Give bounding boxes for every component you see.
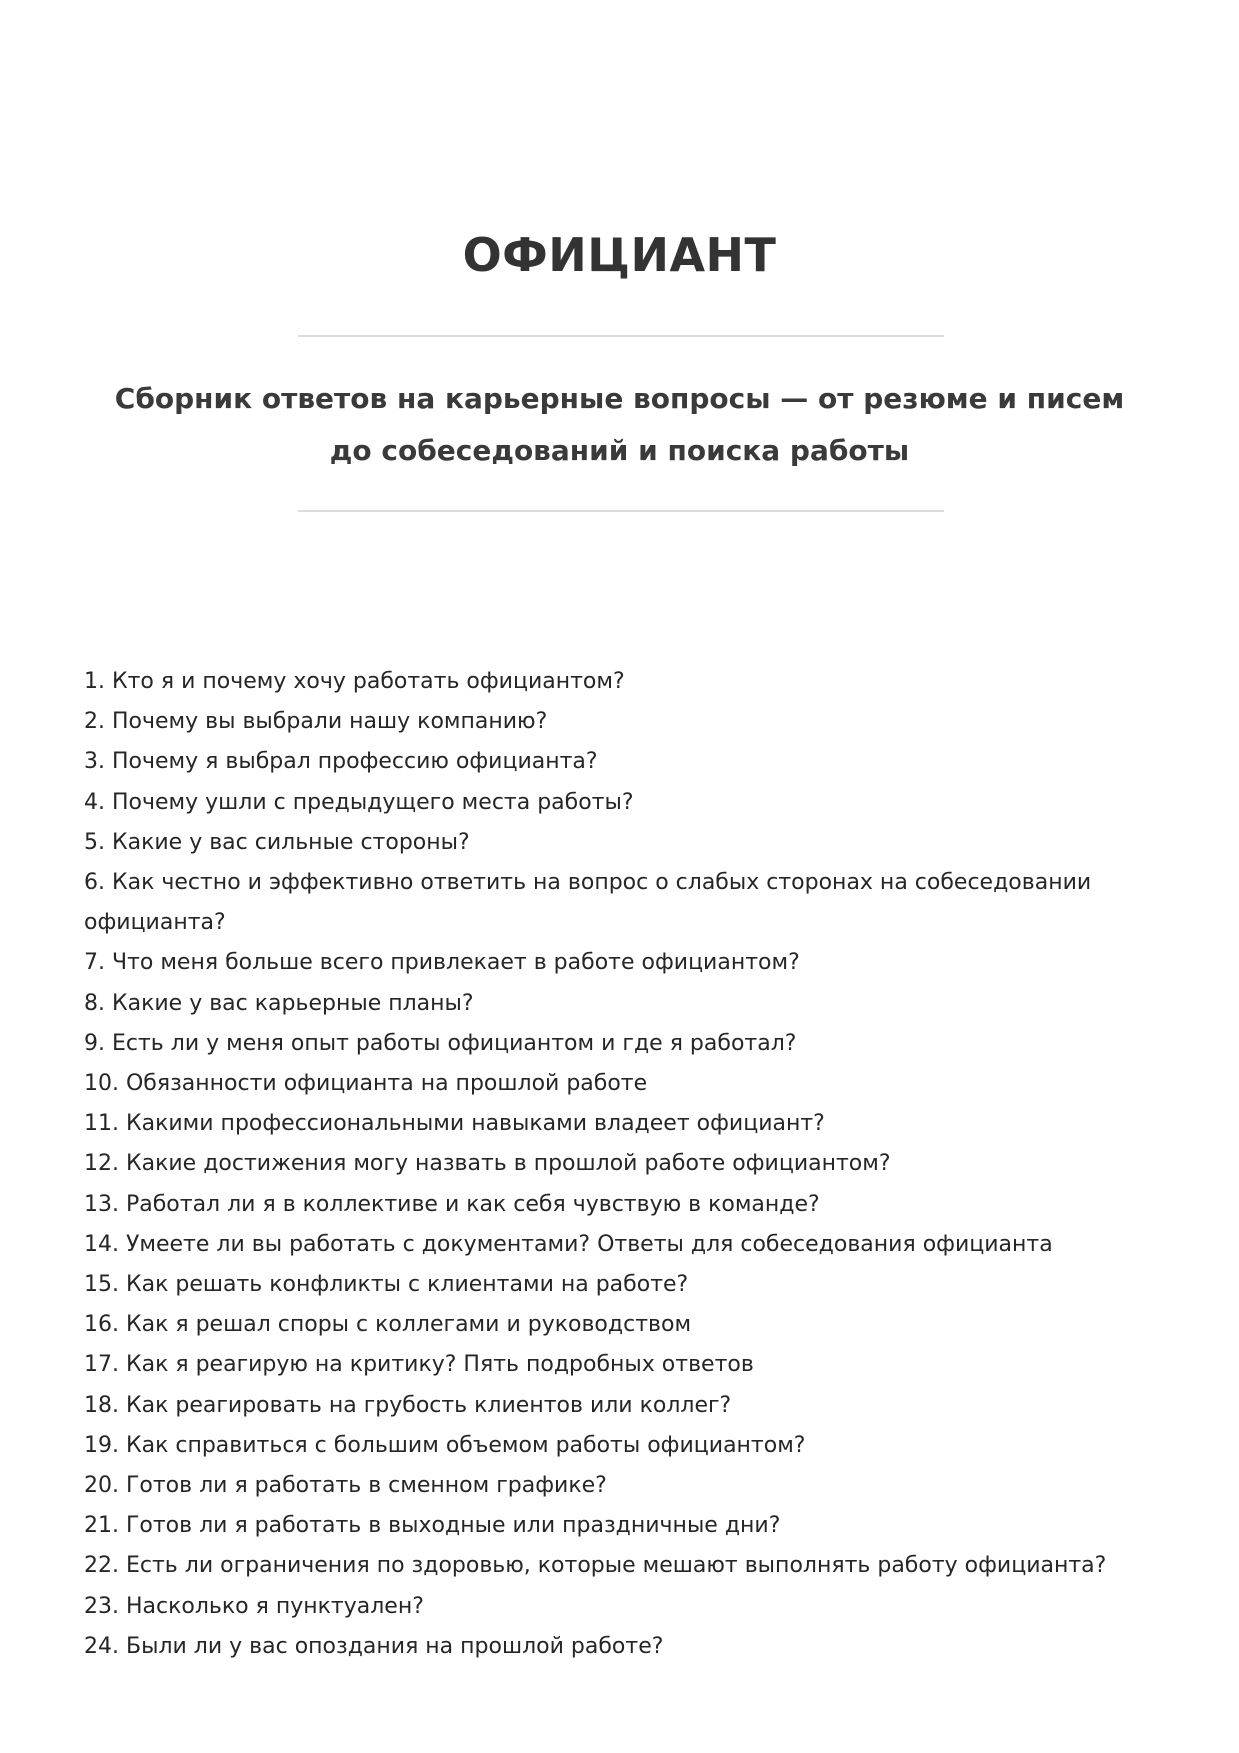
toc-item[interactable]: 7. Что меня больше всего привлекает в работе официантом? bbox=[84, 950, 800, 976]
toc-item[interactable]: 10. Обязанности официанта на прошлой работе bbox=[84, 1071, 648, 1097]
toc-item[interactable]: 16. Как я решал споры с коллегами и руководством bbox=[84, 1312, 692, 1338]
toc-item[interactable]: 21. Готов ли я работать в выходные или праздничные дни? bbox=[84, 1513, 781, 1539]
toc-item[interactable]: 20. Готов ли я работать в сменном графике? bbox=[84, 1473, 607, 1499]
toc-item[interactable]: 5. Какие у вас сильные стороны? bbox=[84, 829, 470, 855]
table-of-contents bbox=[84, 662, 1144, 1667]
toc-item[interactable]: 17. Как я реагирую на критику? Пять подробных ответов bbox=[84, 1352, 754, 1378]
toc-item[interactable]: 11. Какими профессиональными навыками владеет официант? bbox=[84, 1111, 825, 1137]
page-title: ОФИЦИАНТ bbox=[462, 227, 777, 282]
toc-item[interactable]: 3. Почему я выбрал профессию официанта? bbox=[84, 749, 598, 775]
toc-item[interactable]: 18. Как реагировать на грубость клиентов или коллег? bbox=[84, 1392, 732, 1418]
toc-item[interactable]: 19. Как справиться с большим объемом работы официантом? bbox=[84, 1432, 806, 1458]
toc-item[interactable]: 8. Какие у вас карьерные планы? bbox=[84, 990, 474, 1016]
toc-item[interactable]: 12. Какие достижения могу назвать в прошлой работе официантом? bbox=[84, 1151, 891, 1177]
title-divider-bottom bbox=[298, 510, 944, 512]
toc-item[interactable]: 2. Почему вы выбрали нашу компанию? bbox=[84, 709, 548, 735]
toc-item[interactable]: 14. Умеете ли вы работать с документами? Ответы для собеседования официанта bbox=[84, 1231, 1053, 1257]
toc-item[interactable]: 6. Как честно и эффективно ответить на вопрос о слабых сторонах на собеседовании официанта? bbox=[84, 870, 1092, 936]
toc-item[interactable]: 22. Есть ли ограничения по здоровью, которые мешают выполнять работу официанта? bbox=[84, 1553, 1107, 1579]
toc-item[interactable]: 4. Почему ушли с предыдущего места работы? bbox=[84, 789, 634, 815]
title-divider-top bbox=[298, 335, 944, 337]
toc-item[interactable]: 24. Были ли у вас опоздания на прошлой работе? bbox=[84, 1633, 664, 1659]
page-subtitle: Сборник ответов на карьерные вопросы — от резюме и писем до собеседований и поиска работы bbox=[114, 382, 1125, 467]
toc-item[interactable]: 9. Есть ли у меня опыт работы официантом и где я работал? bbox=[84, 1030, 797, 1056]
toc-item[interactable]: 13. Работал ли я в коллективе и как себя чувствую в команде? bbox=[84, 1191, 820, 1217]
toc-item[interactable]: 23. Насколько я пунктуален? bbox=[84, 1593, 424, 1619]
toc-item[interactable]: 1. Кто я и почему хочу работать официантом? bbox=[84, 669, 625, 694]
toc-item[interactable]: 15. Как решать конфликты с клиентами на работе? bbox=[84, 1272, 689, 1298]
